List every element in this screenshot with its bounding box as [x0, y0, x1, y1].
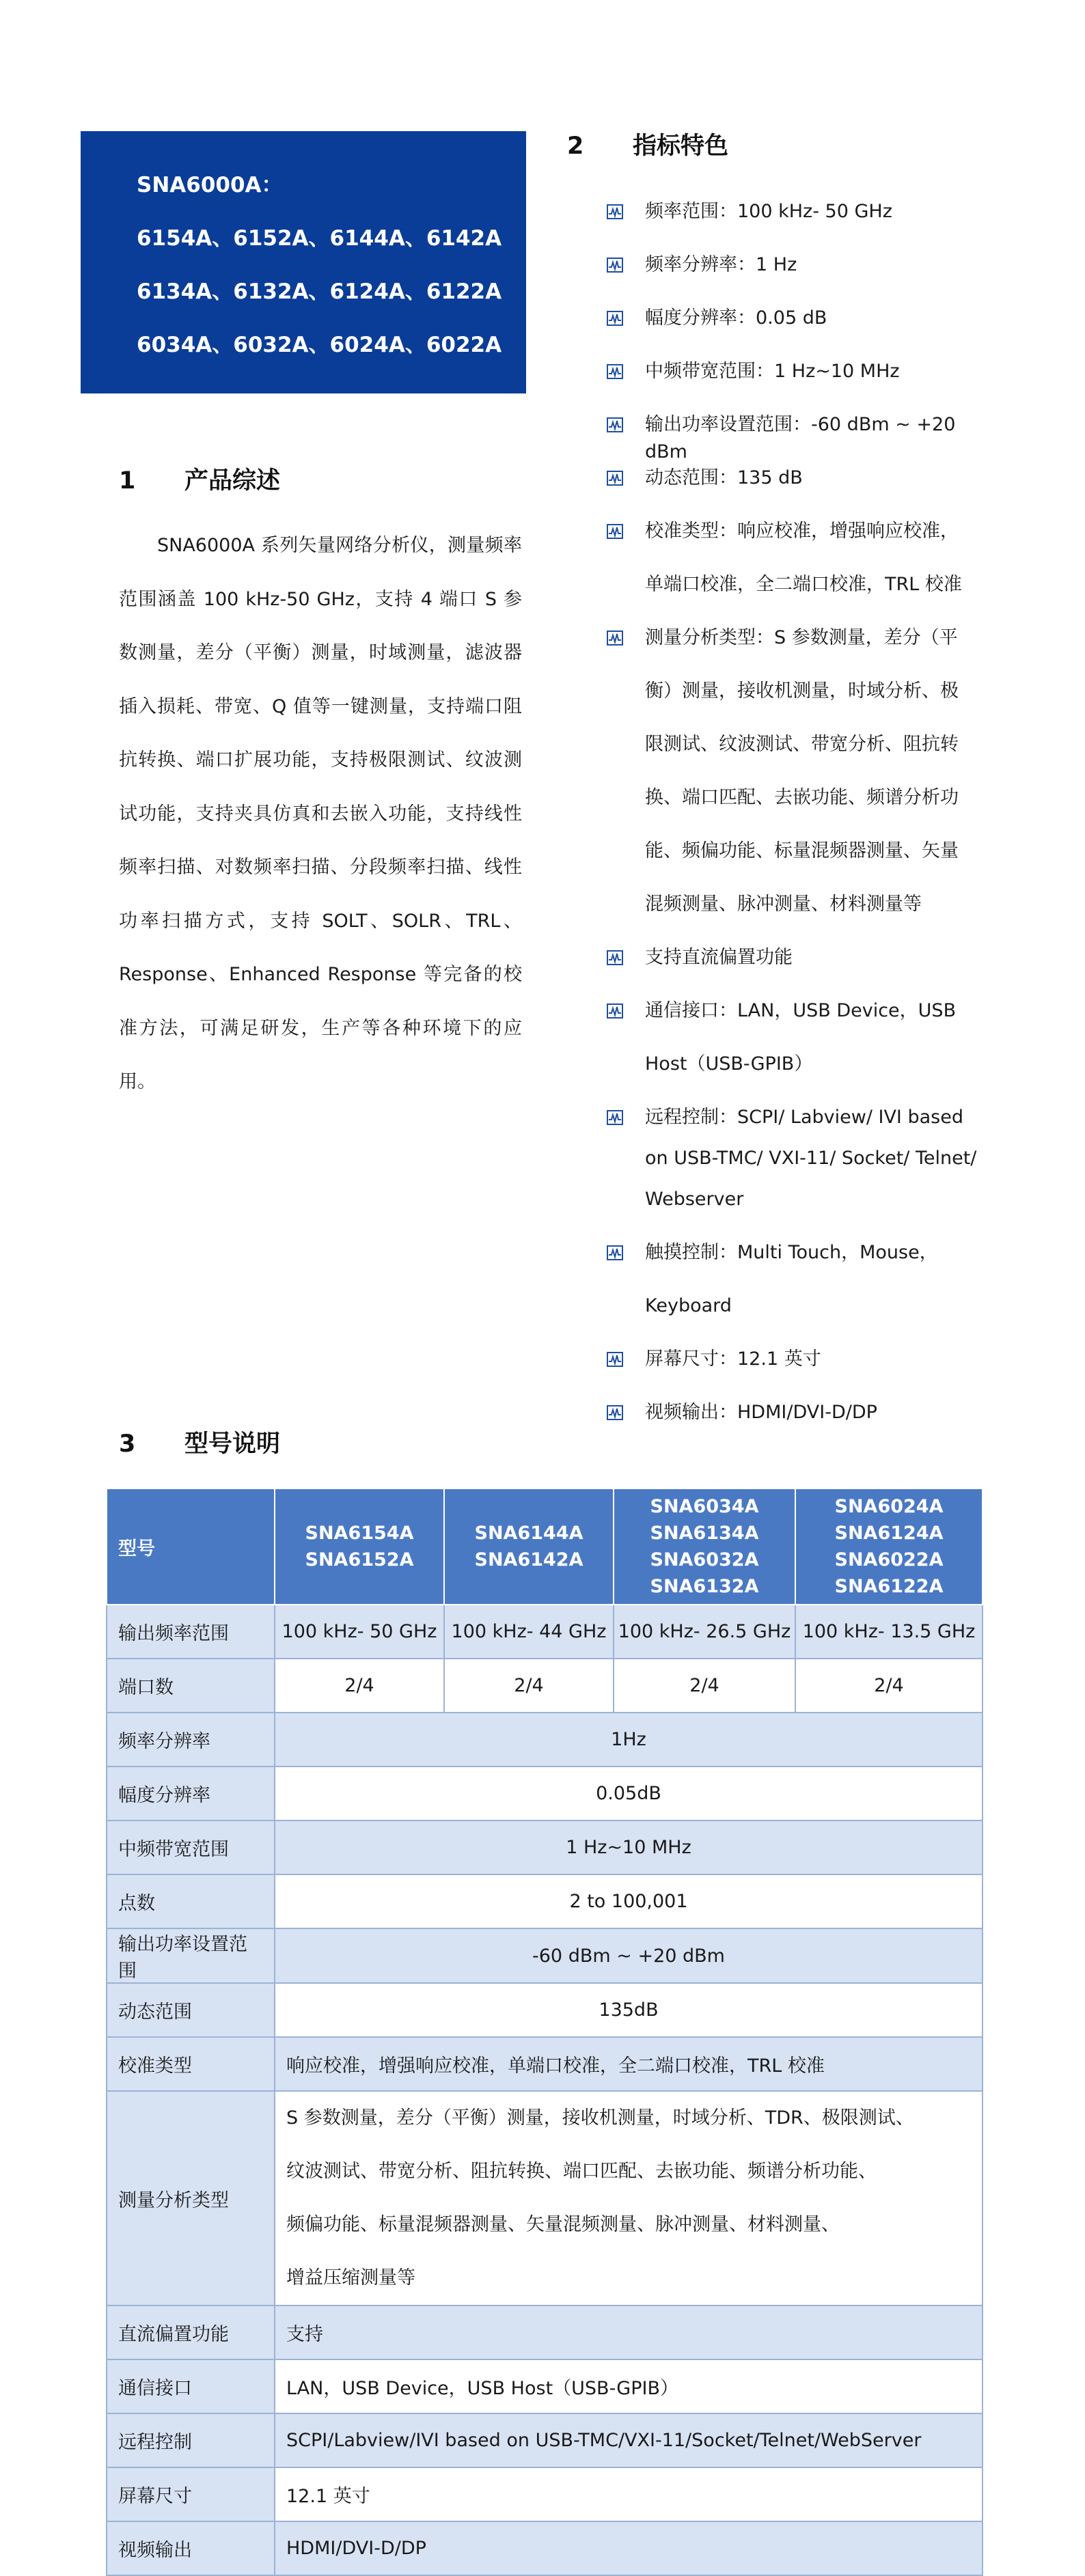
- feature-text: 频率范围：100 kHz- 50 GHz: [645, 201, 892, 222]
- model-column-header: [444, 1488, 614, 1605]
- cell-value: 100 kHz- 50 GHz: [275, 1605, 444, 1659]
- table-row: [107, 2521, 983, 2575]
- waveform-bullet-icon: [607, 311, 623, 326]
- header-label: 型号: [107, 1488, 275, 1605]
- model-summary-box: [81, 131, 526, 393]
- table-row: [107, 1713, 983, 1767]
- model-name: SNA6134A: [650, 1523, 759, 1544]
- analysis-line: 增益压缩测量等: [286, 2267, 415, 2288]
- cell-value: 100 kHz- 26.5 GHz: [614, 1605, 795, 1659]
- model-box-line: 6034A、6032A、6024A、6022A: [137, 333, 502, 357]
- feature-text: 校准类型：响应校准，增强响应校准，: [645, 521, 959, 542]
- row-label: 点数: [107, 1874, 275, 1928]
- feature-item: [607, 518, 989, 624]
- waveform-bullet-icon: [607, 1245, 623, 1260]
- cell-value: 响应校准，增强响应校准，单端口校准，全二端口校准，TRL 校准: [275, 2037, 983, 2091]
- feature-text: 中频带宽范围：1 Hz~10 MHz: [645, 361, 900, 382]
- table-row: [107, 1820, 983, 1874]
- model-name: SNA6024A: [834, 1496, 944, 1517]
- table-row-analysis: [107, 2091, 983, 2305]
- cell-value: 135dB: [275, 1983, 983, 2037]
- feature-text: 混频测量、脉冲测量、材料测量等: [645, 894, 922, 915]
- model-column-header: [795, 1488, 983, 1605]
- table-row: [107, 1605, 983, 1659]
- cell-value: 0.05dB: [275, 1767, 983, 1820]
- cell-value: 2/4: [795, 1659, 983, 1713]
- feature-text: 能、频偏功能、标量混频器测量、矢量: [645, 840, 959, 861]
- section-heading-features: [567, 127, 728, 161]
- waveform-bullet-icon: [607, 471, 623, 486]
- feature-item: [607, 465, 989, 518]
- feature-item: [607, 411, 989, 465]
- feature-text: 通信接口：LAN，USB Device，USB: [645, 1000, 957, 1021]
- model-box-line: 6134A、6132A、6124A、6122A: [137, 279, 502, 304]
- row-label: 视频输出: [107, 2521, 275, 2575]
- table-row: [107, 1874, 983, 1928]
- row-label: 频率分辨率: [107, 1713, 275, 1767]
- analysis-line: 纹波测试、带宽分析、阻抗转换、端口匹配、去嵌功能、频谱分析功能、: [286, 2161, 877, 2182]
- row-label: 动态范围: [107, 1983, 275, 2037]
- row-label: 测量分析类型: [107, 2091, 275, 2305]
- cell-value: 支持: [275, 2305, 983, 2359]
- feature-item: [607, 1346, 989, 1399]
- table-row: [107, 2305, 983, 2359]
- model-name: SNA6154A: [305, 1523, 414, 1544]
- table-row: [107, 1928, 983, 1983]
- overview-paragraph: [119, 519, 522, 1109]
- table-row: [107, 2413, 983, 2467]
- cell-value: 1 Hz~10 MHz: [275, 1820, 983, 1874]
- model-box-line: 6154A、6152A、6144A、6142A: [137, 226, 502, 251]
- model-name: SNA6032A: [650, 1549, 759, 1570]
- feature-text: 远程控制：SCPI/ Labview/ IVI based: [645, 1107, 963, 1128]
- waveform-bullet-icon: [607, 1352, 623, 1367]
- model-name: SNA6022A: [834, 1549, 944, 1570]
- waveform-bullet-icon: [607, 1003, 623, 1019]
- feature-text: 衡）测量，接收机测量，时域分析、极: [645, 680, 959, 702]
- analysis-line: 频偏功能、标量混频器测量、矢量混频测量、脉冲测量、材料测量、: [286, 2214, 840, 2235]
- cell-value: 1Hz: [275, 1713, 983, 1767]
- cell-value: 2/4: [444, 1659, 614, 1713]
- model-name: SNA6124A: [834, 1523, 944, 1544]
- section-heading-models: [119, 1425, 280, 1459]
- feature-item: [607, 305, 989, 358]
- feature-item: [607, 1399, 989, 1452]
- section-title: 指标特色: [633, 133, 729, 160]
- model-name: SNA6132A: [650, 1576, 759, 1597]
- feature-text: 换、端口匹配、去嵌功能、频谱分析功: [645, 787, 959, 808]
- row-label: 幅度分辨率: [107, 1767, 275, 1820]
- feature-item: [607, 1239, 989, 1346]
- row-label: 输出功率设置范围: [107, 1928, 275, 1983]
- model-spec-table: [106, 1488, 983, 2576]
- feature-text: 视频输出：HDMI/DVI-D/DP: [645, 1402, 877, 1423]
- feature-text: 动态范围：135 dB: [645, 467, 803, 488]
- feature-text: 测量分析类型：S 参数测量，差分（平: [645, 627, 958, 648]
- waveform-bullet-icon: [607, 417, 623, 432]
- table-row: [107, 1767, 983, 1820]
- row-label: 校准类型: [107, 2037, 275, 2091]
- waveform-bullet-icon: [607, 1110, 623, 1125]
- cell-value: 2/4: [614, 1659, 795, 1713]
- table-row: [107, 2467, 983, 2521]
- cell-value: 12.1 英寸: [275, 2467, 983, 2521]
- table-row: [107, 2037, 983, 2091]
- model-name: SNA6142A: [474, 1549, 583, 1570]
- section-number: 2: [567, 133, 584, 160]
- feature-item: [607, 944, 989, 997]
- cell-value: -60 dBm ~ +20 dBm: [275, 1928, 983, 1983]
- model-name: SNA6152A: [305, 1549, 414, 1570]
- feature-text: 屏幕尺寸：12.1 英寸: [645, 1348, 821, 1370]
- table-row: [107, 2359, 983, 2413]
- cell-value: 2/4: [275, 1659, 444, 1713]
- waveform-bullet-icon: [607, 204, 623, 219]
- row-label: 远程控制: [107, 2413, 275, 2467]
- feature-text: Keyboard: [645, 1295, 732, 1316]
- model-name: SNA6144A: [474, 1523, 583, 1544]
- row-label: 通信接口: [107, 2359, 275, 2413]
- row-label: 中频带宽范围: [107, 1820, 275, 1874]
- section-title: 型号说明: [184, 1430, 281, 1458]
- feature-item: [607, 997, 989, 1104]
- waveform-bullet-icon: [607, 524, 623, 539]
- row-label: 直流偏置功能: [107, 2305, 275, 2359]
- cell-value: LAN，USB Device，USB Host（USB-GPIB）: [275, 2359, 983, 2413]
- section-title: 产品综述: [184, 467, 281, 495]
- cell-value: 100 kHz- 44 GHz: [444, 1605, 614, 1659]
- waveform-bullet-icon: [607, 1405, 623, 1420]
- feature-text: on USB-TMC/ VXI-11/ Socket/ Telnet/: [645, 1148, 977, 1169]
- overview-text: SNA6000A 系列矢量网络分析仪，测量频率范围涵盖 100 kHz-50 GHz，支持 4 端口 S 参数测量，差分（平衡）测量，时域测量，滤波器插入损耗、带宽、Q 值等一键测量，支持端口阻抗转换、端口扩展功能，支持极限测试、纹波测试功能，支持夹具仿真和去嵌入功能，支持线性频率扫描、对数频率扫描、分段频率扫描、线性功率扫描方式，支持 SOLT、SOLR、TRL、Response、Enhanced Response 等完备的校准方法，可满足研发，生产等各种环境下的应用。: [119, 535, 522, 1092]
- cell-value: [275, 2091, 983, 2305]
- cell-value: SCPI/Labview/IVI based on USB-TMC/VXI-11/Socket/Telnet/WebServer: [275, 2413, 983, 2467]
- feature-item: [607, 1104, 989, 1239]
- analysis-line: S 参数测量，差分（平衡）测量，接收机测量，时域分析、TDR、极限测试、: [286, 2107, 914, 2129]
- feature-text: 输出功率设置范围：-60 dBm ~ +20 dBm: [645, 414, 956, 462]
- cell-value: 100 kHz- 13.5 GHz: [795, 1605, 983, 1659]
- section-number: 1: [119, 467, 136, 495]
- model-column-header: [614, 1488, 795, 1605]
- waveform-bullet-icon: [607, 950, 623, 965]
- cell-value: HDMI/DVI-D/DP: [275, 2521, 983, 2575]
- waveform-bullet-icon: [607, 258, 623, 273]
- section-number: 3: [119, 1430, 136, 1458]
- feature-item: [607, 198, 989, 251]
- table-row: [107, 1983, 983, 2037]
- feature-text: 限测试、纹波测试、带宽分析、阻抗转: [645, 734, 959, 755]
- cell-value: 2 to 100,001: [275, 1874, 983, 1928]
- table-header-row: [107, 1488, 983, 1605]
- model-name: SNA6122A: [834, 1576, 944, 1597]
- section-heading-overview: [119, 462, 280, 496]
- row-label: 输出频率范围: [107, 1605, 275, 1659]
- feature-item: [607, 251, 989, 305]
- feature-text: Webserver: [645, 1189, 744, 1210]
- feature-text: 触摸控制：Multi Touch，Mouse，: [645, 1242, 938, 1263]
- feature-text: Host（USB-GPIB）: [645, 1053, 813, 1075]
- model-name: SNA6034A: [650, 1496, 759, 1517]
- feature-item: [607, 624, 989, 944]
- model-column-header: [275, 1488, 444, 1605]
- feature-text: 频率分辨率：1 Hz: [645, 254, 797, 275]
- table-row: [107, 1659, 983, 1713]
- waveform-bullet-icon: [607, 631, 623, 646]
- row-label: 屏幕尺寸: [107, 2467, 275, 2521]
- waveform-bullet-icon: [607, 364, 623, 379]
- row-label: 端口数: [107, 1659, 275, 1713]
- feature-item: [607, 358, 989, 411]
- feature-text: 幅度分辨率：0.05 dB: [645, 307, 827, 329]
- model-box-title: SNA6000A：: [137, 173, 283, 197]
- feature-text: 支持直流偏置功能: [645, 947, 793, 968]
- feature-text: 单端口校准，全二端口校准，TRL 校准: [645, 574, 962, 595]
